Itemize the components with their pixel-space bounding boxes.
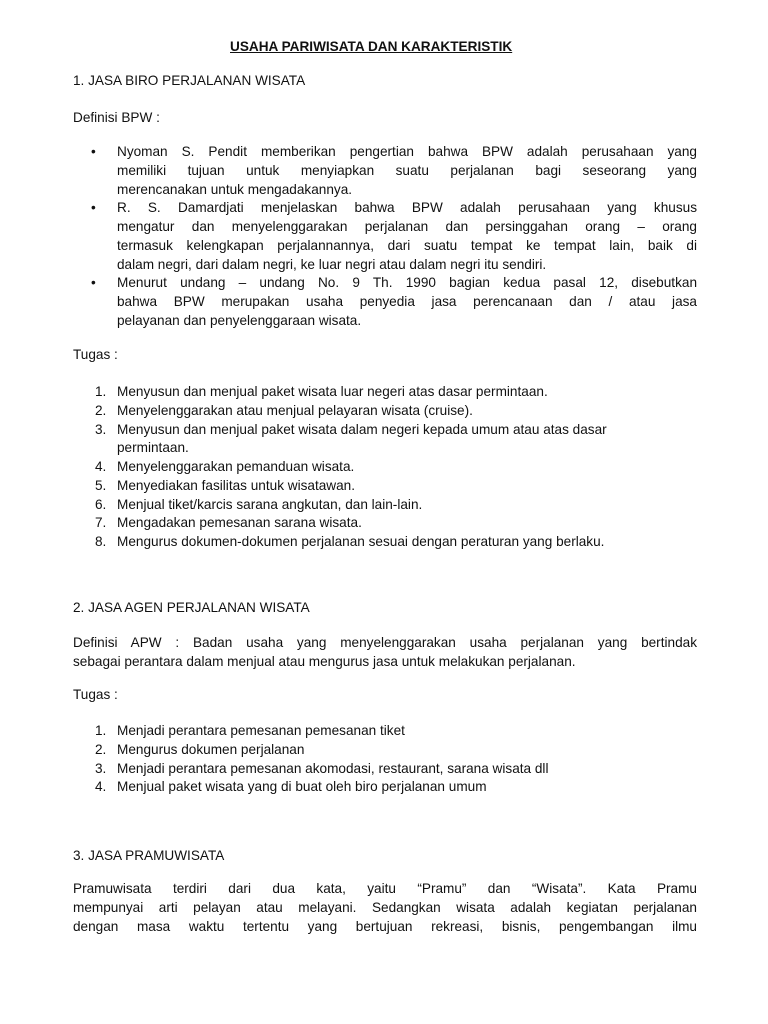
bullet-text-line: dalam negri, dari dalam negri, ke luar negri atau dalam negri itu sendiri. — [117, 256, 547, 272]
paragraph-line: mempunyai arti pelayan atau melayani. Sedangkan wisata adalah kegiatan perjalanan — [73, 899, 697, 915]
list-item-text: Mengadakan pemesanan sarana wisata. — [117, 515, 362, 531]
list-number: 3. — [95, 760, 107, 776]
section-heading: 1. JASA BIRO PERJALANAN WISATA — [73, 73, 306, 88]
list-number: 2. — [95, 741, 107, 757]
list-item-text: Menjadi perantara pemesanan akomodasi, restaurant, sarana wisata dll — [117, 760, 549, 776]
bullet-text-line: termasuk kelengkapan perjalannannya, dari suatu tempat ke tempat lain, baik di — [117, 237, 697, 253]
list-number: 5. — [95, 477, 107, 493]
bullet-text-line: R. S. Damardjati menjelaskan bahwa BPW adalah perusahaan yang khusus — [117, 200, 697, 216]
list-number: 1. — [95, 384, 107, 399]
definition-text-line: Definisi APW : Badan usaha yang menyelenggarakan usaha perjalanan yang bertindak — [73, 635, 697, 650]
list-number: 7. — [95, 515, 107, 531]
bullet-text-line: bahwa BPW merupakan usaha penyedia jasa perencanaan dan / atau jasa — [117, 294, 697, 309]
list-item-text: Menjual paket wisata yang di buat oleh biro perjalanan umum — [117, 779, 487, 795]
list-item-text: Menyusun dan menjual paket wisata luar negeri atas dasar permintaan. — [117, 384, 548, 399]
list-item-text: Menyelenggarakan atau menjual pelayaran wisata (cruise). — [117, 402, 473, 418]
bullet-text-line: Menurut undang – undang No. 9 Th. 1990 bagian kedua pasal 12, disebutkan — [117, 275, 697, 291]
section-heading: 2. JASA AGEN PERJALANAN WISATA — [73, 600, 310, 615]
list-number: 4. — [95, 779, 107, 795]
bullet-text-line: pelayanan dan penyelenggaraan wisata. — [117, 312, 362, 328]
list-number: 4. — [95, 459, 107, 474]
list-item-text: Mengurus dokumen perjalanan — [117, 741, 305, 757]
list-item-text: Mengurus dokumen-dokumen perjalanan sesuai dengan peraturan yang berlaku. — [117, 534, 605, 549]
tasks-label: Tugas : — [73, 687, 118, 702]
list-item-text: Menyusun dan menjual paket wisata dalam negeri kepada umum atau atas dasar — [117, 421, 607, 437]
list-number: 3. — [95, 421, 107, 437]
bullet-text-line: memiliki tujuan untuk menyiapkan suatu perjalanan bagi seseorang yang — [117, 162, 697, 178]
bullet-marker: • — [91, 200, 96, 216]
list-number: 2. — [95, 402, 107, 418]
section-heading: 3. JASA PRAMUWISATA — [73, 848, 225, 863]
definition-label: Definisi BPW : — [73, 110, 160, 125]
definition-text-line: sebagai perantara dalam menjual atau mengurus jasa untuk melakukan perjalanan. — [73, 654, 576, 669]
paragraph-line: dengan masa waktu tertentu yang bertujuan rekreasi, bisnis, pengembangan ilmu — [73, 918, 697, 934]
bullet-marker: • — [91, 144, 96, 159]
document-title: USAHA PARIWISATA DAN KARAKTERISTIK — [230, 39, 513, 54]
list-item-text: Menjadi perantara pemesanan pemesanan tiket — [117, 723, 405, 738]
tasks-label: Tugas : — [73, 347, 118, 362]
list-item-text: Menyediakan fasilitas untuk wisatawan. — [117, 477, 356, 493]
list-item-text: Menjual tiket/karcis sarana angkutan, dan lain-lain. — [117, 496, 423, 512]
list-item-text: Menyelenggarakan pemanduan wisata. — [117, 459, 355, 474]
list-number: 6. — [95, 496, 107, 512]
bullet-text-line: merencanakan untuk mengadakannya. — [117, 181, 353, 197]
bullet-text-line: Nyoman S. Pendit memberikan pengertian bahwa BPW adalah perusahaan yang — [117, 144, 697, 159]
paragraph-line: Pramuwisata terdiri dari dua kata, yaitu “Pramu” dan “Wisata”. Kata Pramu — [73, 881, 697, 896]
list-number: 8. — [95, 534, 107, 549]
list-item-text: permintaan. — [117, 440, 189, 456]
list-number: 1. — [95, 723, 107, 738]
bullet-text-line: mengatur dan menyelenggarakan perjalanan dan persinggahan orang – orang — [117, 219, 697, 234]
bullet-marker: • — [91, 275, 96, 291]
